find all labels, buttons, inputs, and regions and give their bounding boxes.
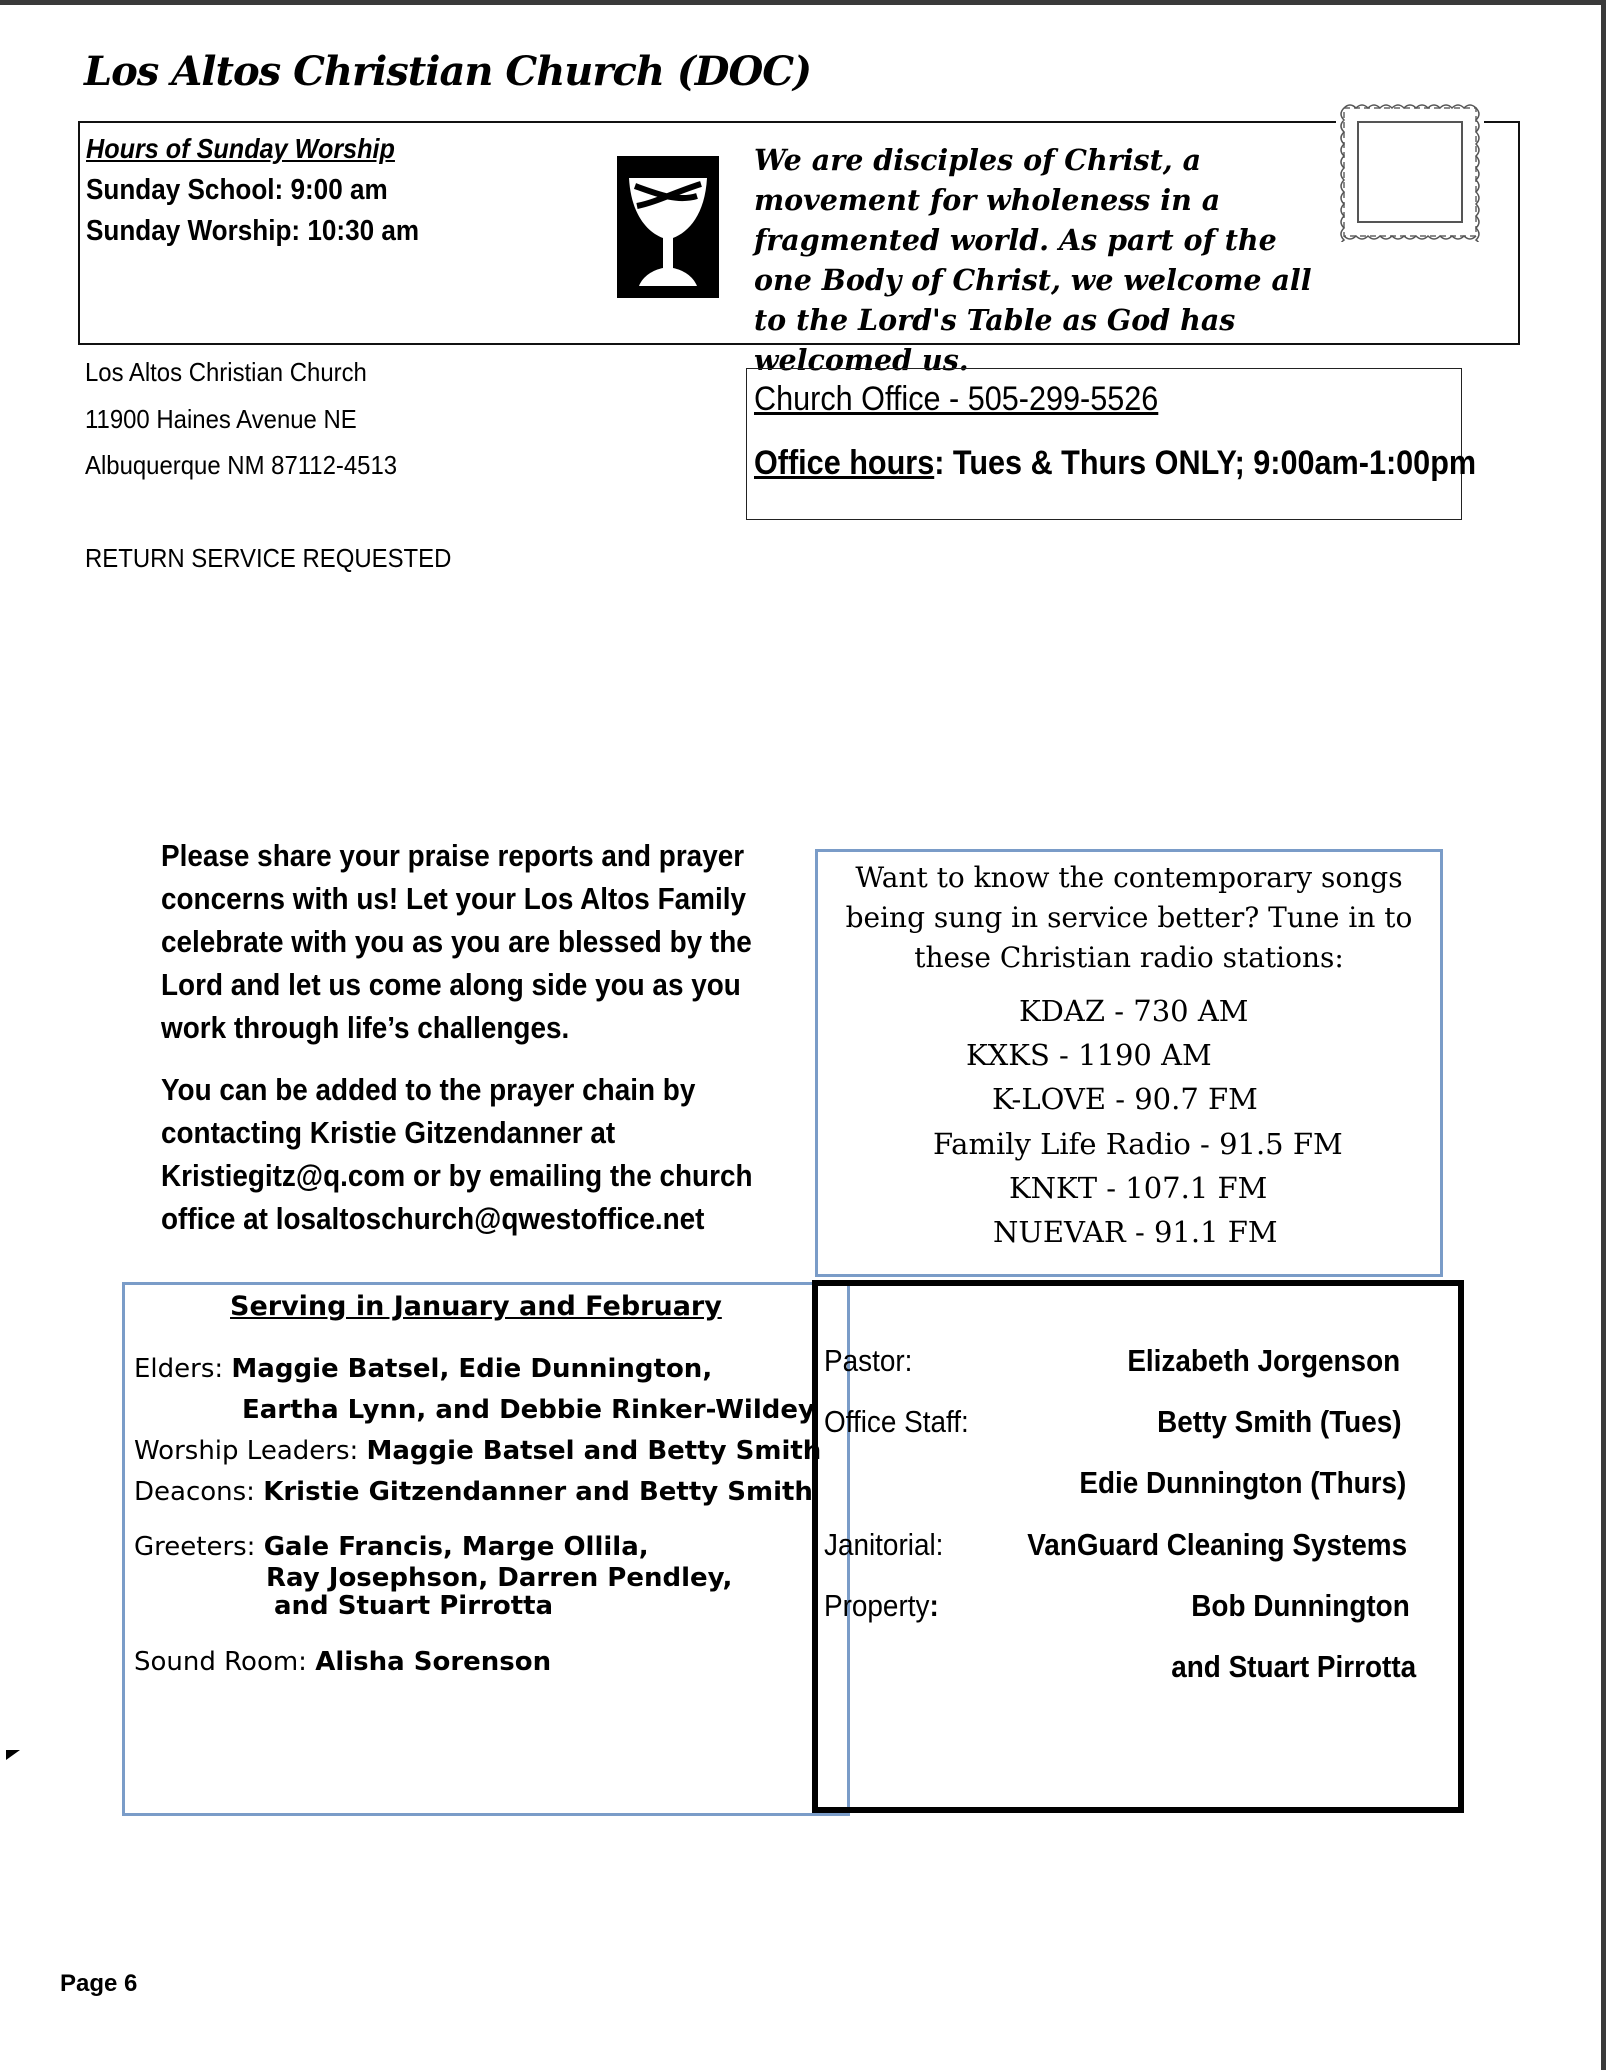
greeters-line (134, 1532, 649, 1562)
office-hours-text: : Tues & Thurs ONLY; 9:00am-1:00pm (934, 444, 1477, 482)
return-service-notice: RETURN SERVICE REQUESTED (85, 543, 452, 573)
radio-station: NUEVAR - 91.1 FM (993, 1215, 1278, 1249)
elders-names: Maggie Batsel, Edie Dunnington, (231, 1354, 713, 1384)
corner-mark (6, 1750, 20, 1760)
prayer-paragraph-2: You can be added to the prayer chain by contacting Kristie Gitzendanner at Kristiegitz@q.com or by emailing the church office at losaltoschurch@qwestoffice.net (161, 1072, 753, 1236)
sunday-worship-time: Sunday Worship: 10:30 am (86, 215, 420, 247)
church-office-phone: Church Office - 505-299-5526 (754, 380, 1159, 418)
pastor-name: Elizabeth Jorgenson (1127, 1343, 1400, 1378)
address-street: 11900 Haines Avenue NE (85, 404, 357, 434)
chalice-logo-icon (617, 156, 719, 298)
greeters-names: Gale Francis, Marge Ollila, (263, 1532, 649, 1562)
office-hours-label: Office hours (754, 444, 935, 482)
worship-hours-heading: Hours of Sunday Worship (86, 133, 395, 164)
postage-stamp-icon (1336, 102, 1484, 242)
greeters-label: Greeters: (134, 1532, 264, 1562)
worship-leaders-names: Maggie Batsel and Betty Smith (366, 1436, 822, 1466)
property-name: and Stuart Pirrotta (1171, 1649, 1416, 1684)
deacons-line (134, 1477, 813, 1507)
sound-room-names: Alisha Sorenson (315, 1647, 552, 1677)
pastor-label: Pastor: (824, 1343, 913, 1378)
page-title: Los Altos Christian Church (DOC) (84, 48, 812, 95)
radio-station: KDAZ - 730 AM (1019, 994, 1249, 1028)
elders-names-cont: Eartha Lynn, and Debbie Rinker-Wildey (242, 1395, 815, 1425)
page-top-border (0, 0, 1606, 5)
greeters-names-cont: Ray Josephson, Darren Pendley, (266, 1563, 733, 1593)
page-right-border (1601, 0, 1606, 2070)
office-staff-name: Betty Smith (Tues) (1157, 1404, 1402, 1439)
worship-leaders-label: Worship Leaders: (134, 1436, 367, 1466)
deacons-names: Kristie Gitzendanner and Betty Smith (263, 1477, 813, 1507)
elders-label: Elders: (134, 1354, 232, 1384)
radio-intro: Want to know the contemporary songs being sung in service better? Tune in to these Christian radio stations: (845, 861, 1413, 974)
property-label-text: Property (824, 1588, 930, 1623)
elders-line (134, 1354, 712, 1384)
radio-station: KXKS - 1190 AM (966, 1038, 1212, 1072)
prayer-paragraph-1: Please share your praise reports and prayer concerns with us! Let your Los Altos Family celebrate with you as you are blessed by the Lord and let us come along side you as you work through life’s challenges. (161, 838, 752, 1045)
address-city: Albuquerque NM 87112-4513 (85, 450, 398, 480)
mission-statement: We are disciples of Christ, a movement for wholeness in a fragmented world. As part of the one Body of Christ, we welcome all to the Lord's Table as God has welcomed us. (754, 143, 1312, 377)
page-number: Page 6 (60, 1970, 138, 1997)
janitorial-label: Janitorial: (824, 1527, 944, 1562)
radio-station: Family Life Radio - 91.5 FM (933, 1127, 1343, 1161)
property-label-colon: : (929, 1588, 939, 1623)
deacons-label: Deacons: (134, 1477, 264, 1507)
property-label (824, 1588, 939, 1624)
office-staff-label: Office Staff: (824, 1404, 969, 1439)
address-name: Los Altos Christian Church (85, 357, 367, 387)
sunday-school-time: Sunday School: 9:00 am (86, 174, 388, 206)
office-hours (754, 444, 1476, 483)
radio-station: K-LOVE - 90.7 FM (992, 1082, 1258, 1116)
office-staff-name: Edie Dunnington (Thurs) (1079, 1465, 1406, 1500)
worship-leaders-line (134, 1436, 821, 1466)
janitorial-name: VanGuard Cleaning Systems (1027, 1527, 1407, 1562)
serving-heading: Serving in January and February (230, 1291, 722, 1322)
radio-station: KNKT - 107.1 FM (1009, 1171, 1268, 1205)
sound-room-label: Sound Room: (134, 1647, 316, 1677)
sound-room-line (134, 1647, 551, 1677)
property-name: Bob Dunnington (1191, 1588, 1410, 1623)
greeters-names-cont: and Stuart Pirrotta (274, 1591, 554, 1621)
